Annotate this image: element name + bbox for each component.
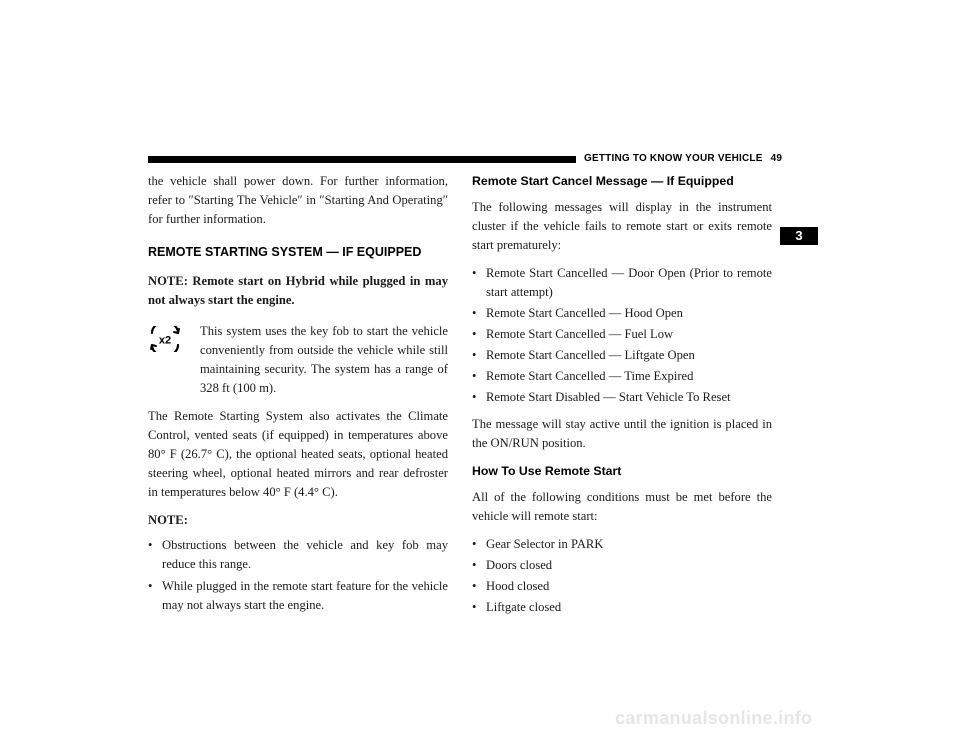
list-item: • Doors closed [472, 556, 772, 575]
cancel-intro: The following messages will display in the instrument cluster if the vehicle fails to remote start or exits remote start prematurely: [472, 200, 772, 252]
running-header [584, 153, 782, 164]
key-fob-paragraph: This system uses the key fob to start the vehicle conveniently from outside the vehicle while still maintaining security. The system has a range of 328 ft (100 m). [200, 324, 448, 395]
left-column [148, 172, 448, 623]
cancel-message-heading: Remote Start Cancel Message — If Equipped [472, 174, 734, 188]
conditions-list [472, 535, 772, 617]
section-title: GETTING TO KNOW YOUR VEHICLE [584, 153, 763, 164]
hybrid-note: NOTE: Remote start on Hybrid while plugged in may not always start the engine. [148, 274, 448, 307]
note-list [148, 536, 448, 615]
note-label: NOTE: [148, 513, 188, 527]
list-item: • Remote Start Disabled — Start Vehicle To Reset [472, 388, 772, 407]
list-item: • Remote Start Cancelled — Fuel Low [472, 325, 772, 344]
remote-start-x2-icon [148, 322, 200, 358]
climate-paragraph: The Remote Starting System also activates the Climate Control, vented seats (if equipped) in temperatures above 80° F (26.7° C), the optional heated seats, optional heated steering wheel, optional heated mirrors and rear defroster in temperatures below 40° F (4.4° C). [148, 409, 448, 499]
list-item: • Liftgate closed [472, 598, 772, 617]
list-item: • Gear Selector in PARK [472, 535, 772, 554]
list-item: • Hood closed [472, 577, 772, 596]
list-item: • Remote Start Cancelled — Door Open (Prior to remote start attempt) [472, 264, 772, 302]
list-item: • Remote Start Cancelled — Hood Open [472, 304, 772, 323]
header-rule [148, 156, 576, 163]
intro-paragraph: the vehicle shall power down. For further information, refer to ″Starting The Vehicle″ in ″Starting And Operating″ for further information. [148, 174, 448, 226]
section-heading: REMOTE STARTING SYSTEM — IF EQUIPPED [148, 245, 422, 259]
cancel-message-list [472, 264, 772, 407]
list-item: • Obstructions between the vehicle and key fob may reduce this range. [148, 536, 448, 574]
how-to-intro: All of the following conditions must be met before the vehicle will remote start: [472, 490, 772, 523]
list-item: • Remote Start Cancelled — Liftgate Open [472, 346, 772, 365]
page-number: 49 [770, 153, 783, 164]
key-fob-feature [148, 322, 448, 398]
message-paragraph: The message will stay active until the ignition is placed in the ON/RUN position. [472, 417, 772, 450]
watermark: carmanualsonline.info [615, 708, 813, 728]
icon-label: x2 [158, 334, 172, 347]
chapter-tab[interactable]: 3 [780, 227, 818, 245]
how-to-heading: How To Use Remote Start [472, 464, 622, 478]
remote-start-x2-icon-svg [148, 326, 182, 352]
list-item: • While plugged in the remote start feature for the vehicle may not always start the engine. [148, 577, 448, 615]
right-column [472, 172, 772, 625]
list-item: • Remote Start Cancelled — Time Expired [472, 367, 772, 386]
